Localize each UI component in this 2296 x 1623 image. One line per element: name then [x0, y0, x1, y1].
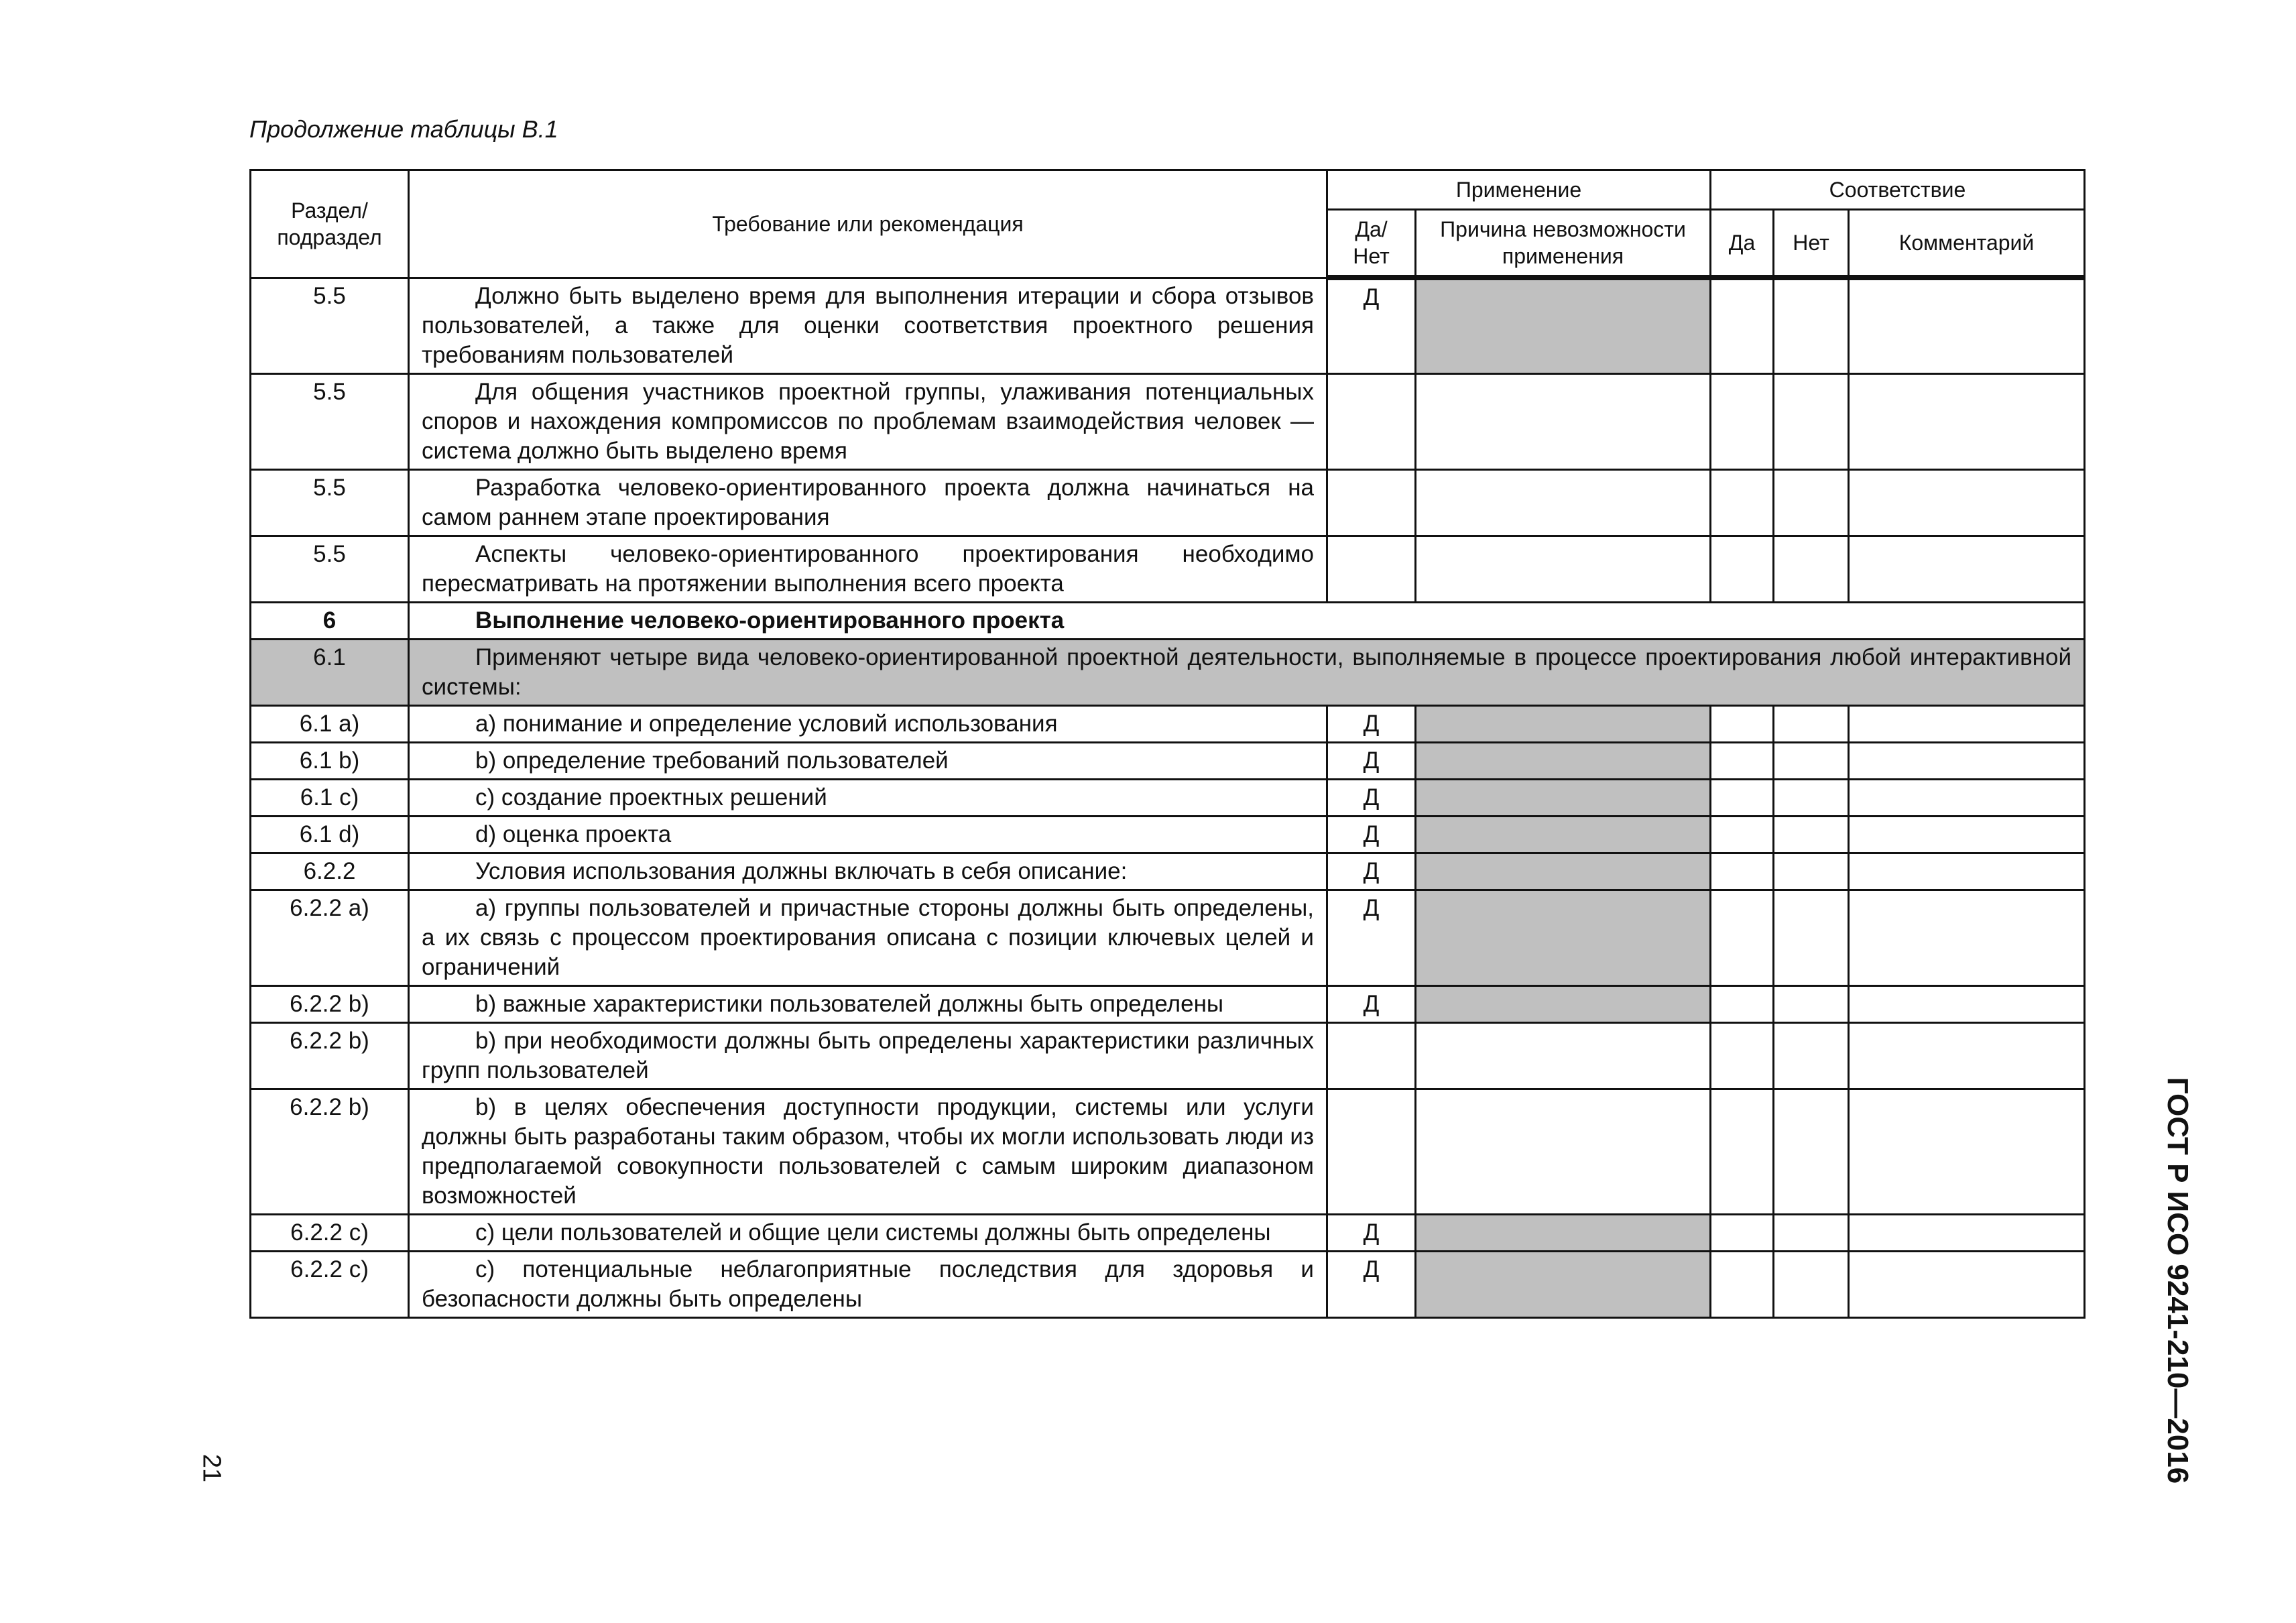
conform-yes-cell	[1711, 890, 1774, 985]
comment-cell	[1849, 536, 2085, 602]
conform-yes-cell	[1711, 536, 1774, 602]
header-conformance: Соответствие	[1711, 170, 2085, 210]
conform-no-cell	[1774, 705, 1849, 742]
section-cell: 5.5	[251, 469, 409, 536]
section-cell: 6.2.2 c)	[251, 1214, 409, 1251]
section-cell: 6.2.2 b)	[251, 985, 409, 1022]
conform-no-cell	[1774, 1022, 1849, 1089]
section-cell: 6.1 d)	[251, 816, 409, 853]
comment-cell	[1849, 1089, 2085, 1214]
section-cell: 5.5	[251, 373, 409, 469]
table-row	[251, 1251, 2085, 1317]
conform-no-cell	[1774, 1251, 1849, 1317]
reason-cell	[1416, 373, 1711, 469]
conform-no-cell	[1774, 1089, 1849, 1214]
applicability-cell: Д	[1327, 1251, 1416, 1317]
requirement-cell: a) понимание и определение условий использования	[409, 705, 1327, 742]
reason-cell	[1416, 536, 1711, 602]
reason-cell	[1416, 469, 1711, 536]
conform-no-cell	[1774, 536, 1849, 602]
table-row	[251, 985, 2085, 1022]
table-row	[251, 742, 2085, 779]
comment-cell	[1849, 985, 2085, 1022]
applicability-cell: Д	[1327, 985, 1416, 1022]
header-application: Применение	[1327, 170, 1711, 210]
applicability-cell: Д	[1327, 1214, 1416, 1251]
conform-no-cell	[1774, 278, 1849, 373]
section-cell: 6.1 c)	[251, 779, 409, 816]
applicability-cell: Д	[1327, 278, 1416, 373]
section-cell: 6	[251, 602, 409, 639]
reason-cell	[1416, 1089, 1711, 1214]
conform-yes-cell	[1711, 853, 1774, 890]
applicability-cell: Д	[1327, 705, 1416, 742]
table-row	[251, 779, 2085, 816]
requirement-cell: Применяют четыре вида человеко-ориентированной проектной деятельности, выполняемые в процессе проектирования любой интерактивной системы:	[409, 639, 2085, 705]
table-row	[251, 1214, 2085, 1251]
requirement-cell: Условия использования должны включать в себя описание:	[409, 853, 1327, 890]
reason-cell	[1416, 1214, 1711, 1251]
comment-cell	[1849, 779, 2085, 816]
page-number	[194, 1448, 228, 1488]
header-no: Нет	[1774, 210, 1849, 278]
conform-yes-cell	[1711, 373, 1774, 469]
comment-cell	[1849, 742, 2085, 779]
header-reason: Причина невозможности применения	[1416, 210, 1711, 278]
applicability-cell: Д	[1327, 816, 1416, 853]
conform-no-cell	[1774, 779, 1849, 816]
section-cell: 6.2.2	[251, 853, 409, 890]
requirement-cell: b) определение требований пользователей	[409, 742, 1327, 779]
requirement-cell: Разработка человеко-ориентированного проекта должна начинаться на самом раннем этапе проектирования	[409, 469, 1327, 536]
applicability-cell	[1327, 1089, 1416, 1214]
section-cell: 6.2.2 b)	[251, 1089, 409, 1214]
header-yes: Да	[1711, 210, 1774, 278]
header-section: Раздел/ подраздел	[251, 170, 409, 278]
section-heading: Выполнение человеко-ориентированного проекта	[409, 602, 2085, 639]
header-requirement: Требование или рекомендация	[409, 170, 1327, 278]
conform-no-cell	[1774, 985, 1849, 1022]
requirement-cell: c) создание проектных решений	[409, 779, 1327, 816]
conform-yes-cell	[1711, 742, 1774, 779]
comment-cell	[1849, 1214, 2085, 1251]
conform-yes-cell	[1711, 985, 1774, 1022]
section-cell: 6.2.2 b)	[251, 1022, 409, 1089]
comment-cell	[1849, 890, 2085, 985]
conform-no-cell	[1774, 890, 1849, 985]
conform-no-cell	[1774, 816, 1849, 853]
conform-yes-cell	[1711, 705, 1774, 742]
comment-cell	[1849, 373, 2085, 469]
section-cell: 6.1 a)	[251, 705, 409, 742]
table-row	[251, 536, 2085, 602]
requirement-cell: c) потенциальные неблагоприятные последствия для здоровья и безопасности должны быть определены	[409, 1251, 1327, 1317]
requirement-cell: b) в целях обеспечения доступности продукции, системы или услуги должны быть разработаны таким образом, чтобы их могли использовать люди из предполагаемой совокупности пользователей с самым широким диапазоном возможностей	[409, 1089, 1327, 1214]
table-row	[251, 853, 2085, 890]
conform-yes-cell	[1711, 278, 1774, 373]
conform-no-cell	[1774, 373, 1849, 469]
requirement-cell: Для общения участников проектной группы, улаживания потенциальных споров и нахождения компромиссов по проблемам взаимодействия человек — система должно быть выделено время	[409, 373, 1327, 469]
conform-no-cell	[1774, 853, 1849, 890]
reason-cell	[1416, 278, 1711, 373]
requirement-cell: Должно быть выделено время для выполнения итерации и сбора отзывов пользователей, а также для оценки соответствия проектного решения требованиям пользователей	[409, 278, 1327, 373]
conform-yes-cell	[1711, 1089, 1774, 1214]
requirement-cell: c) цели пользователей и общие цели системы должны быть определены	[409, 1214, 1327, 1251]
table-row	[251, 469, 2085, 536]
conform-yes-cell	[1711, 779, 1774, 816]
reason-cell	[1416, 890, 1711, 985]
comment-cell	[1849, 1022, 2085, 1089]
table-row	[251, 705, 2085, 742]
standard-designation	[2157, 1077, 2197, 1484]
requirement-cell: a) группы пользователей и причастные стороны должны быть определены, а их связь с процессом проектирования описана с позиции ключевых целей и ограничений	[409, 890, 1327, 985]
requirement-cell: b) при необходимости должны быть определены характеристики различных групп пользователей	[409, 1022, 1327, 1089]
section-cell: 6.1	[251, 639, 409, 705]
applicability-cell	[1327, 469, 1416, 536]
table-row	[251, 1089, 2085, 1214]
applicability-cell	[1327, 373, 1416, 469]
applicability-cell: Д	[1327, 890, 1416, 985]
table-row	[251, 890, 2085, 985]
comment-cell	[1849, 705, 2085, 742]
comment-cell	[1849, 1251, 2085, 1317]
header-comment: Комментарий	[1849, 210, 2085, 278]
applicability-cell: Д	[1327, 853, 1416, 890]
section-cell: 6.2.2 a)	[251, 890, 409, 985]
table-caption: Продолжение таблицы В.1	[249, 115, 558, 143]
section-cell: 5.5	[251, 278, 409, 373]
requirement-cell: b) важные характеристики пользователей должны быть определены	[409, 985, 1327, 1022]
conform-yes-cell	[1711, 816, 1774, 853]
section-heading-row	[251, 602, 2085, 639]
conform-yes-cell	[1711, 1251, 1774, 1317]
comment-cell	[1849, 816, 2085, 853]
table-row	[251, 639, 2085, 705]
requirement-cell: Аспекты человеко-ориентированного проектирования необходимо пересматривать на протяжении выполнения всего проекта	[409, 536, 1327, 602]
conform-no-cell	[1774, 469, 1849, 536]
section-cell: 6.2.2 c)	[251, 1251, 409, 1317]
applicability-cell: Д	[1327, 779, 1416, 816]
comment-cell	[1849, 853, 2085, 890]
reason-cell	[1416, 1022, 1711, 1089]
conform-no-cell	[1774, 1214, 1849, 1251]
page-number-text: 21	[197, 1453, 226, 1483]
table-row	[251, 373, 2085, 469]
requirement-cell: d) оценка проекта	[409, 816, 1327, 853]
applicability-cell: Д	[1327, 742, 1416, 779]
reason-cell	[1416, 779, 1711, 816]
comment-cell	[1849, 469, 2085, 536]
applicability-cell	[1327, 1022, 1416, 1089]
header-yes-no: Да/ Нет	[1327, 210, 1416, 278]
conform-yes-cell	[1711, 1022, 1774, 1089]
reason-cell	[1416, 853, 1711, 890]
section-cell: 5.5	[251, 536, 409, 602]
reason-cell	[1416, 1251, 1711, 1317]
section-cell: 6.1 b)	[251, 742, 409, 779]
conform-yes-cell	[1711, 469, 1774, 536]
conform-yes-cell	[1711, 1214, 1774, 1251]
reason-cell	[1416, 742, 1711, 779]
applicability-cell	[1327, 536, 1416, 602]
reason-cell	[1416, 816, 1711, 853]
comment-cell	[1849, 278, 2085, 373]
table-row	[251, 816, 2085, 853]
table-row	[251, 278, 2085, 373]
requirements-table	[249, 169, 2086, 1319]
standard-designation-text: ГОСТ Р ИСО 9241-210—2016	[2161, 1077, 2194, 1484]
reason-cell	[1416, 705, 1711, 742]
reason-cell	[1416, 985, 1711, 1022]
conform-no-cell	[1774, 742, 1849, 779]
table-row	[251, 1022, 2085, 1089]
